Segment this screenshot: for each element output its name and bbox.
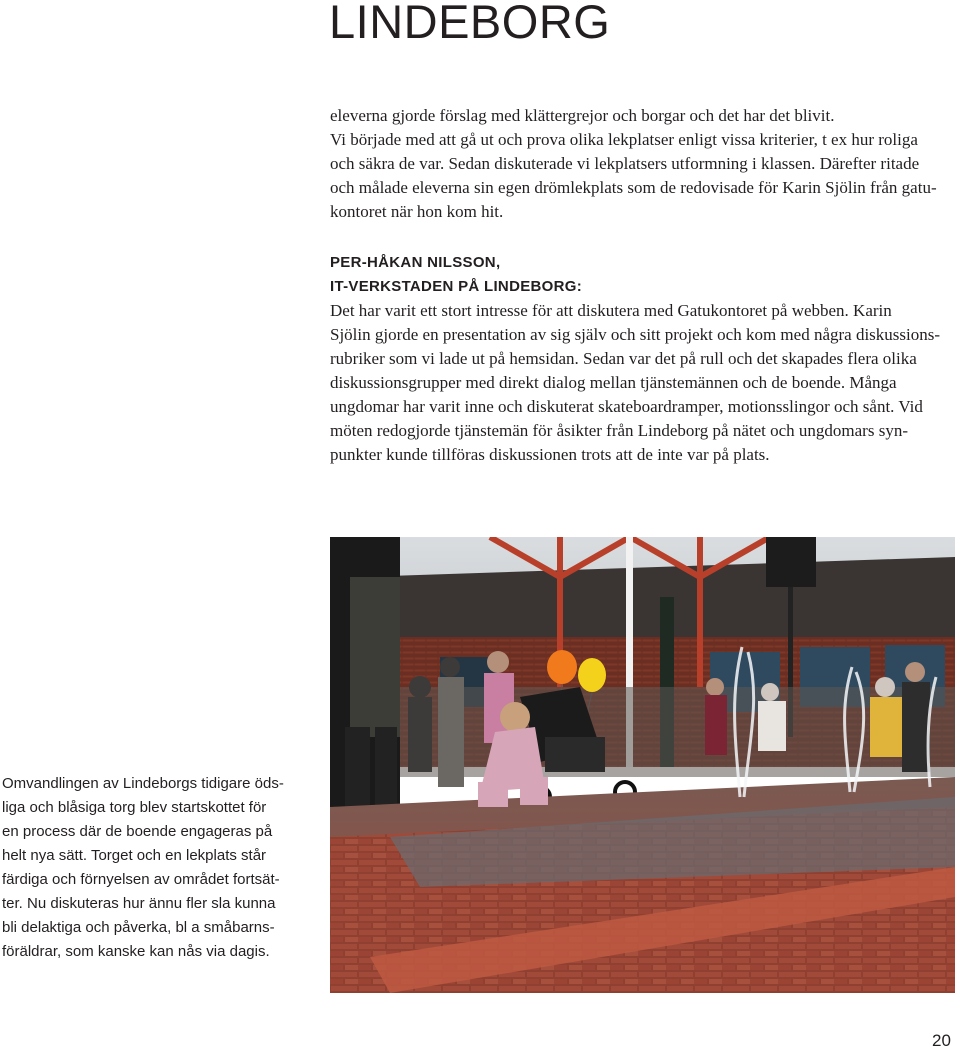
caption-line: ter. Nu diskuteras hur ännu fler sla kunna: [2, 895, 276, 912]
quote-section: [330, 251, 950, 467]
intro-paragraph: [330, 104, 950, 224]
quote-line: möten redogjorde tjänstemän för åsikter från Lindeborg på nätet och ungdomars syn-: [330, 421, 908, 440]
square-fountain-photo: [330, 537, 955, 993]
caption-line: Omvandlingen av Lindeborgs tidigare öds-: [2, 775, 284, 792]
intro-line: och målade eleverna sin egen drömlekplats som de redovisade för Karin Sjölin från gatu-: [330, 178, 937, 197]
quote-line: Det har varit ett stort intresse för att diskutera med Gatukontoret på webben. Karin: [330, 301, 892, 320]
quote-line: diskussionsgrupper med direkt dialog mellan tjänstemännen och de boende. Många: [330, 373, 897, 392]
caption-line: liga och blåsiga torg blev startskottet för: [2, 799, 267, 816]
caption-line: färdiga och förnyelsen av området fortsät-: [2, 871, 280, 888]
intro-line: kontoret när hon kom hit.: [330, 202, 504, 221]
photo-caption: [2, 772, 302, 964]
intro-line: och säkra de var. Sedan diskuterade vi lekplatsers utformning i klassen. Därefter ritade: [330, 154, 920, 173]
intro-line: Vi började med att gå ut och prova olika lekplatser enligt vissa kriterier, t ex hur roliga: [330, 130, 918, 149]
caption-line: bli delaktiga och påverka, bl a småbarns-: [2, 919, 275, 936]
intro-line: eleverna gjorde förslag med klättergrejor och borgar och det har det blivit.: [330, 106, 835, 125]
speaker-name: PER-HÅKAN NILSSON,: [330, 254, 501, 271]
quote-line: Sjölin gjorde en presentation av sig själv och sitt projekt och kom med några diskussions-: [330, 325, 941, 344]
quote-line: rubriker som vi lade ut på hemsidan. Sedan var det på rull och det skapades flera olika: [330, 349, 917, 368]
speaker-role: IT-VERKSTADEN PÅ LINDEBORG:: [330, 278, 582, 295]
quote-line: ungdomar har varit inne och diskuterat skateboardramper, motionsslingor och sånt. Vid: [330, 397, 923, 416]
page-number: 20: [932, 1031, 951, 1050]
page-title: LINDEBORG: [329, 0, 611, 48]
caption-line: helt nya sätt. Torget och en lekplats står: [2, 847, 267, 864]
quote-line: punkter kunde tillföras diskussionen trots att de inte var på plats.: [330, 445, 770, 464]
caption-line: en process där de boende engageras på: [2, 823, 273, 840]
caption-line: föräldrar, som kanske kan nås via dagis.: [2, 943, 270, 960]
